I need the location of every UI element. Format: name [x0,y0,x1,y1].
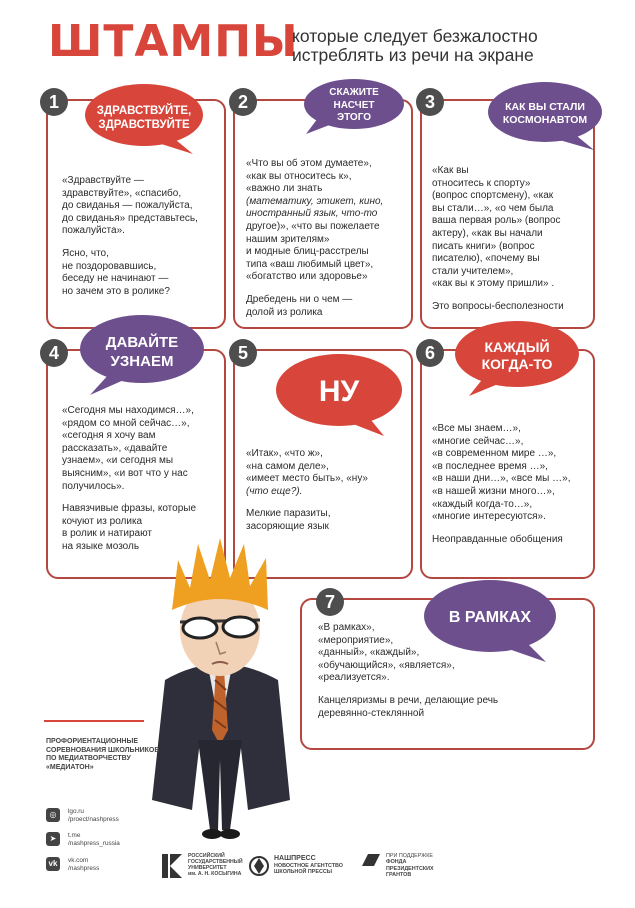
text-line: vk.com [68,857,89,864]
card-7-text [318,622,588,720]
text-line: «Все мы знаем…», [432,423,521,434]
text-line: «Итак», «что ж», [246,448,323,459]
telegram-icon: ➤ [46,832,60,846]
text-line: /nashpress [68,864,100,872]
text-line: на языке мозоль [62,540,140,552]
text-line: ПРОФОРИЕНТАЦИОННЫЕ [46,738,139,745]
text-line: «МЕДИАТОН» [46,763,94,771]
text-line: ПРЕЗИДЕНТСКИХ [386,865,434,872]
text-line: актеру), «как вы начали [432,227,543,239]
text-line: но зачем это в ролике? [62,285,170,297]
contest-label [46,738,206,772]
page-title: ШТАМПЫ [48,16,299,67]
text-line: «как вы к этому пришли» . [432,278,555,290]
text-line: «рядом со мной сейчас…», [62,417,190,429]
text-line: НОВОСТНОЕ АГЕНТСТВО [274,863,344,869]
text-line: «Сегодня мы находимся…», [62,405,194,416]
text-line: lgo.ru [68,808,84,815]
text-line: «каждый когда-то…», [432,498,533,510]
card-7-bubble-text: В РАМКАХ [448,609,532,626]
text-line: «в наши дни…», «все мы …», [432,473,571,485]
text-line: (математику, этикет, кино, [246,195,384,207]
text-line: пожалуйста». [62,225,125,237]
text-line: СОРЕВНОВАНИЯ ШКОЛЬНИКОВ [46,746,160,754]
text-line: долой из ролика [246,306,323,318]
text-line: не поздоровавшись, [62,260,157,272]
text-line: «реализуется». [318,672,390,684]
card-2-number: 2 [229,88,257,116]
card-6-text [432,423,594,546]
text-line: писателю), «почему вы [432,253,540,265]
text-line: иностранный язык, что-то [246,208,378,220]
text-line: «как вы относитесь к», [246,170,352,182]
fund-logo-icon [360,852,382,868]
card-5-text [246,448,411,534]
text-line: «В рамках», [318,622,375,633]
page-subtitle: которые следует безжалостно истреблять из речи на экране [292,26,538,65]
text-line: здравствуйте», «спасибо, [62,187,182,199]
text-line: «Что вы об этом думаете», [246,158,372,169]
text-line: «Здравствуйте — [62,175,144,186]
text-line: Навязчивые фразы, которые [62,503,197,515]
card-6-bubble [455,322,579,390]
text-line: «обучающийся», «является», [318,659,455,671]
text-line: нашим зрителям» [246,233,330,245]
card-4-bubble-text: ДАВАЙТЕ УЗНАЕМ [105,334,179,370]
text-line: беседу не начинают — [62,273,169,285]
nashpress-logo-icon [248,852,270,880]
text-line: ФОНДА [386,859,407,866]
university-logo-icon [160,852,184,880]
text-line: «мероприятие», [318,634,394,646]
card-2-bubble-text: СКАЖИТЕ НАСЧЕТ ЭТОГО [329,87,379,124]
text-line: Канцеляризмы в речи, делающие речь [318,694,499,706]
text-line: ШКОЛЬНОЙ ПРЕССЫ [274,869,333,876]
text-line: до свиданья — пожалуйста, [62,200,193,212]
text-line: ваша первая роль» (вопрос [432,215,561,227]
text-line: Это вопросы-бесполезности [432,300,564,312]
text-line: /nashpress_russia [68,839,120,847]
text-line: Мелкие паразиты, [246,508,331,520]
text-line: t.me [68,832,81,839]
card-3-bubble-text: КАК ВЫ СТАЛИ КОСМОНАВТОМ [502,100,588,126]
university-logo-text [188,853,243,877]
text-line: «богатство или здоровье» [246,271,368,283]
text-line: и модные блиц-расстрелы [246,246,369,258]
card-2-text [246,158,411,319]
text-line: получилось». [62,480,125,492]
text-line: (что еще?). [246,485,303,497]
card-1-text [62,175,222,298]
card-2-bubble [304,80,404,132]
text-line: «в современном мире …», [432,448,557,460]
card-6-bubble-text: КАЖДЫЙ КОГДА-ТО [481,338,553,372]
vk-icon: vk [46,857,60,871]
text-line: Ясно, что, [62,247,109,259]
text-line: «данный», «каждый», [318,647,420,659]
text-line: выясним», «и вот что у нас [62,467,188,479]
text-line: РОССИЙСКИЙ [188,853,225,859]
text-line: засоряющие язык [246,520,329,532]
card-3-number: 3 [416,88,444,116]
web-link[interactable] [68,808,119,823]
text-line: другое)», «что вы пожелаете [246,220,380,232]
text-line: «многие сейчас…», [432,435,524,447]
card-7-number: 7 [316,588,344,616]
text-line: «в нашей жизни много…», [432,485,555,497]
text-line: им. А. Н. КОСЫГИНА [188,871,242,877]
vk-link[interactable] [68,857,99,872]
card-5-bubble-text: НУ [318,375,360,409]
text-line: «важно ли знать [246,183,323,195]
text-line: кочуют из ролика [62,515,143,527]
web-icon: ◎ [46,808,60,822]
card-1-bubble [85,84,203,152]
text-line: ГОСУДАРСТВЕННЫЙ [188,859,243,865]
text-line: НАШПРЕСС [274,855,316,862]
text-line: «на самом деле», [246,460,329,472]
text-line: «имеет место быть», «ну» [246,473,368,485]
text-line: «многие интересуются». [432,511,546,523]
text-line: до свиданья» представьтесь, [62,212,198,224]
card-1-bubble-text: ЗДРАВСТВУЙТЕ, ЗДРАВСТВУЙТЕ [96,104,192,131]
text-line: «в последнее время …», [432,460,548,472]
nashpress-logo-text [274,855,343,876]
card-1-number: 1 [40,88,68,116]
text-line: «Как вы [432,165,469,176]
card-4-number: 4 [40,339,68,367]
text-line: ГРАНТОВ [386,872,412,879]
businessman-illustration [120,530,320,860]
text-line: стали учителем», [432,265,514,277]
text-line: деревянно-стеклянной [318,707,425,719]
text-line: /proect/nashpress [68,815,119,823]
text-line: УНИВЕРСИТЕТ [188,865,227,871]
card-5-number: 5 [229,339,257,367]
telegram-link[interactable] [68,832,120,847]
card-3-bubble [488,82,602,146]
text-line: писать книги» (вопрос [432,240,535,252]
text-line: вы стали…», «о чем была [432,202,554,214]
text-line: рассказать», «давайте [62,442,168,454]
text-line: (вопрос спортсмену), «как [432,190,554,202]
divider [44,720,144,722]
fund-logo-text [386,853,434,879]
text-line: Неоправданные обобщения [432,533,563,545]
card-3-text [432,165,592,314]
text-line: в ролик и натирают [62,528,152,540]
text-line: ПО МЕДИАТВОРЧЕСТВУ [46,755,131,762]
text-line: «сегодня я хочу вам [62,430,156,442]
text-line: относитесь к спорту» [432,177,531,189]
text-line: узнаем», «и сегодня мы [62,455,174,467]
text-line: типа «ваш любимый цвет», [246,258,374,270]
card-4-bubble [80,317,204,389]
card-5-bubble [276,356,402,428]
card-6-number: 6 [416,339,444,367]
text-line: Дребедень ни о чем — [246,293,353,305]
text-line: ПРИ ПОДДЕРЖКЕ [386,853,433,859]
